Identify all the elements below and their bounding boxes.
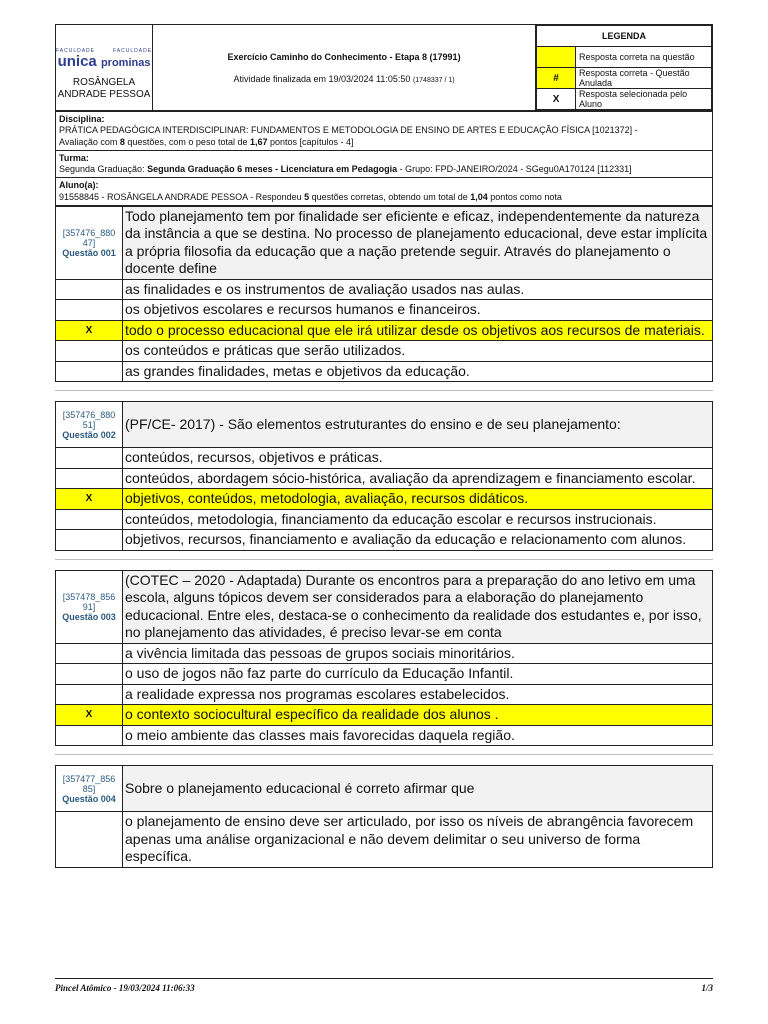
option-text: as finalidades e os instrumentos de avaliação usados nas aulas. (123, 279, 713, 300)
option-mark (56, 468, 123, 489)
option-text: o planejamento de ensino deve ser articulado, por isso os níveis de abrangência favorecem apenas uma análise organizacional e não devem delimitar o seu universo de forma específica. (123, 812, 713, 868)
question-stem: (PF/CE- 2017) - São elementos estruturantes do ensino e de seu planejamento: (123, 402, 713, 448)
question-004 (55, 765, 713, 868)
option-mark (56, 361, 123, 382)
legend-annulled-symbol: # (537, 68, 576, 89)
document-page (55, 24, 713, 868)
question-separator (55, 754, 713, 755)
legend-correct-text: Resposta correta na questão (576, 47, 712, 68)
option-text: os objetivos escolares e recursos humanos e financeiros. (123, 300, 713, 321)
page-number: 1/3 (701, 983, 713, 993)
option-mark-selected: X (56, 320, 123, 341)
option-mark-selected: X (56, 705, 123, 726)
option-mark (56, 643, 123, 664)
option-text-correct: o contexto sociocultural específico da realidade dos alunos . (123, 705, 713, 726)
institution-logo: FACULDADE FACULDADE unica prominas (56, 47, 153, 70)
option-text: conteúdos, metodologia, financiamento da educação escolar e recursos instrucionais. (123, 509, 713, 530)
question-id-cell: [357478_856 91] Questão 003 (56, 570, 123, 643)
option-text: os conteúdos e práticas que serão utilizados. (123, 341, 713, 362)
option-mark (56, 530, 123, 551)
legend-selected-symbol: X (537, 89, 576, 110)
question-002 (55, 401, 713, 551)
legend-table (536, 25, 712, 110)
legend-annulled-text: Resposta correta - Questão Anulada (576, 68, 712, 89)
legend-title: LEGENDA (537, 26, 712, 47)
option-mark (56, 725, 123, 746)
activity-finished: Atividade finalizada em 19/03/2024 11:05:50 (1748337 / 1) (233, 73, 455, 84)
aluno-row: Aluno(a): 91558845 - ROSÂNGELA ANDRADE PESSOA - Respondeu 5 questões corretas, obtendo um total de 1,04 pontos como nota (56, 178, 713, 206)
option-mark (56, 664, 123, 685)
question-separator (55, 390, 713, 391)
header-table (55, 24, 713, 111)
institution-cell (56, 25, 153, 111)
option-text: as grandes finalidades, metas e objetivos da educação. (123, 361, 713, 382)
option-mark (56, 684, 123, 705)
option-text: conteúdos, recursos, objetivos e práticas. (123, 448, 713, 469)
option-text: objetivos, recursos, financiamento e avaliação da educação e relacionamento com alunos. (123, 530, 713, 551)
activity-title: Exercício Caminho do Conhecimento - Etapa 8 (17991) (227, 51, 461, 62)
question-id-cell: [357476_880 51] Questão 002 (56, 402, 123, 448)
option-text: a vivência limitada das pessoas de grupos sociais minoritários. (123, 643, 713, 664)
option-text-correct: todo o processo educacional que ele irá utilizar desde os objetivos aos recursos de materiais. (123, 320, 713, 341)
option-text: a realidade expressa nos programas escolares estabelecidos. (123, 684, 713, 705)
question-stem: Todo planejamento tem por finalidade ser eficiente e eficaz, independentemente da natureza da instância a que se destina. No processo de planejamento educacional, deve estar implícita a própria filosofia da educação que a nação pretende seguir. Através do planejamento o docente define (123, 206, 713, 279)
question-stem: Sobre o planejamento educacional é correto afirmar que (123, 766, 713, 812)
disciplina-row: Disciplina: PRÁTICA PEDAGÓGICA INTERDISCIPLINAR: FUNDAMENTOS E METODOLOGIA DE ENSINO DE ARTES E EDUCAÇÃO FÍSICA [1021372] - Avaliação com 8 questões, com o peso total de 1,67 pontos [capítulos - 4] (56, 112, 713, 151)
option-mark (56, 279, 123, 300)
question-separator (55, 559, 713, 560)
legend-cell (536, 25, 713, 111)
option-text: o meio ambiente das classes mais favorecidas daquela região. (123, 725, 713, 746)
question-001 (55, 206, 713, 383)
question-id-cell: [357476_880 47] Questão 001 (56, 206, 123, 279)
option-text: o uso de jogos não faz parte do currículo da Educação Infantil. (123, 664, 713, 685)
option-mark (56, 448, 123, 469)
option-mark (56, 509, 123, 530)
legend-selected-text: Resposta selecionada pelo Aluno (576, 89, 712, 110)
question-003 (55, 570, 713, 747)
turma-row: Turma: Segunda Graduação: Segunda Graduação 6 meses - Licenciatura em Pedagogia - Grupo: FPD-JANEIRO/2024 - SGegu0A170124 [112331] (56, 150, 713, 178)
option-mark (56, 812, 123, 868)
option-mark (56, 300, 123, 321)
legend-correct-swatch (537, 47, 576, 68)
page-footer (55, 978, 713, 993)
info-table (55, 111, 713, 206)
question-stem: (COTEC – 2020 - Adaptada) Durante os encontros para a preparação do ano letivo em uma escola, alguns tópicos devem ser considerados para a elaboração do planejamento educacional. Entre eles, destaca-se o conhecimento da realidade dos estudantes e, por isso, no planejamento das atividades, é preciso levar-se em conta (123, 570, 713, 643)
option-mark (56, 341, 123, 362)
option-text-correct: objetivos, conteúdos, metodologia, avaliação, recursos didáticos. (123, 489, 713, 510)
student-name: ROSÂNGELA ANDRADE PESSOA (57, 76, 151, 100)
question-id-cell: [357477_856 85] Questão 004 (56, 766, 123, 812)
option-mark-selected: X (56, 489, 123, 510)
option-text: conteúdos, abordagem sócio-histórica, avaliação da aprendizagem e financiamento escolar. (123, 468, 713, 489)
footer-timestamp: Pincel Atômico - 19/03/2024 11:06:33 (55, 983, 195, 993)
activity-title-cell (153, 25, 536, 111)
